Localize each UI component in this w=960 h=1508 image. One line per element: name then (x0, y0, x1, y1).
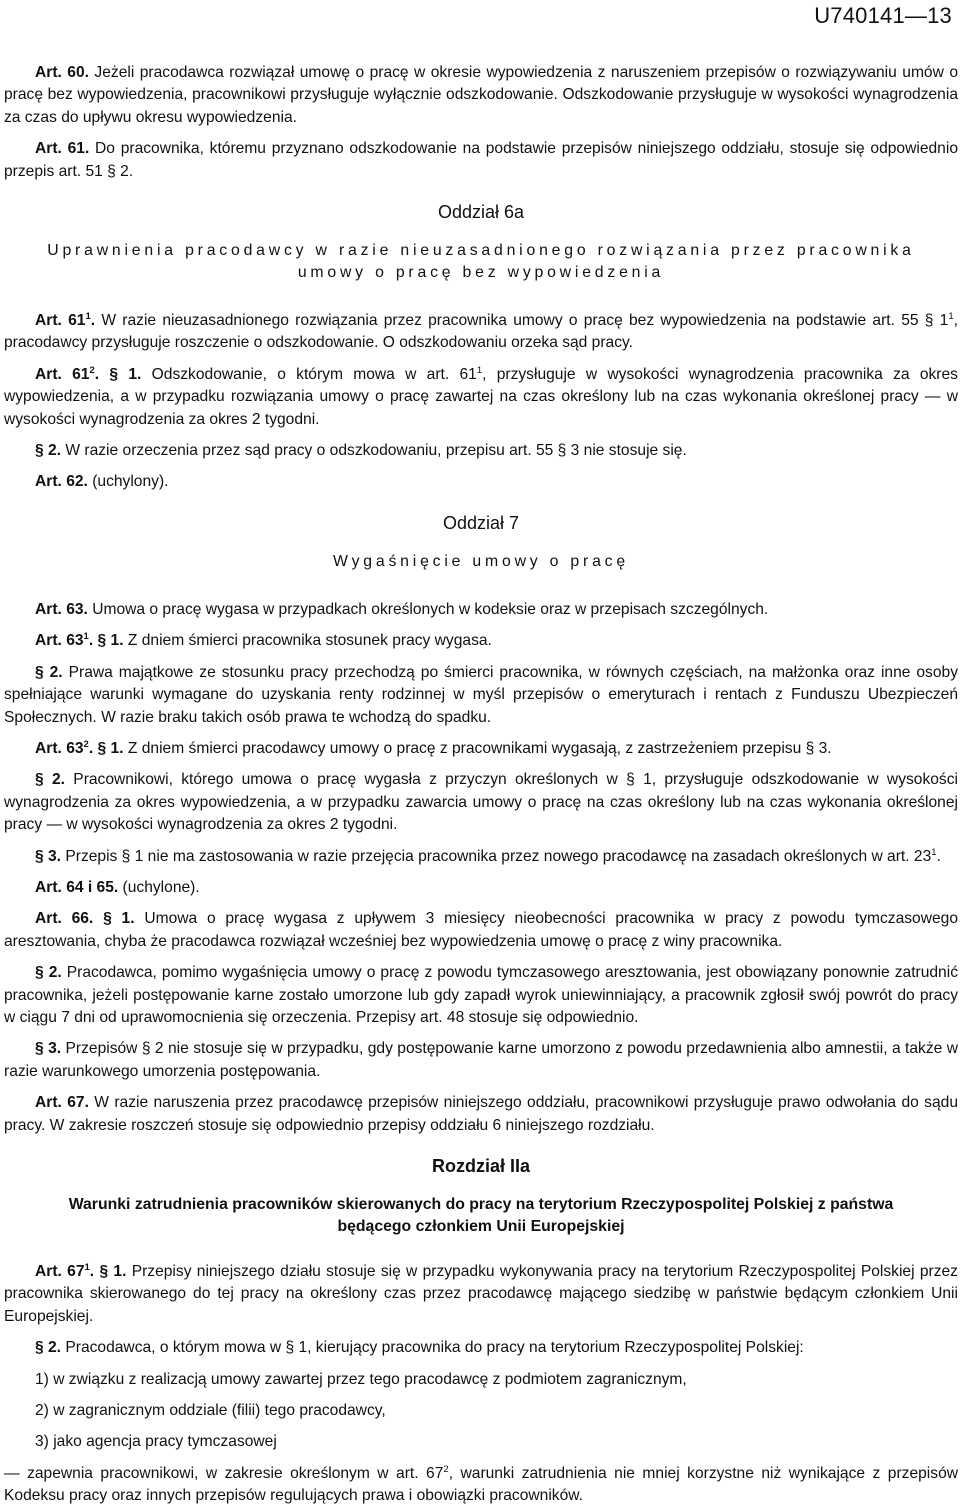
article-text: W razie naruszenia przez pracodawcę przepisów niniejszego oddziału, pracownikowi przysługuje prawo odwołania do sądu pracy. W zakresie roszczeń stosuje się odpowiednio przepisy oddziału 6 niniejszego rozdziału. (4, 1094, 958, 1134)
list-item: 1) w związku z realizacją umowy zawartej przez tego pracodawcę z podmiotem zagranicznym, (35, 1370, 687, 1388)
paragraph-heading: § 2. (35, 663, 63, 681)
article-heading-text: Art. 63 (35, 632, 84, 650)
article-text: Odszkodowanie, o którym mowa w art. 61 (141, 365, 477, 383)
article-text: Pracodawca, o którym mowa w § 1, kierujący pracownika do pracy na terytorium Rzeczypospolitej Polskiej: (61, 1339, 804, 1357)
superscript: 1 (931, 846, 937, 858)
article-text: Do pracownika, któremu przyznano odszkodowanie na podstawie przepisów niniejszego oddziału, stosuje się odpowiednio przepis art. 51 § 2. (4, 140, 958, 180)
list-item: 2) w zagranicznym oddziale (filii) tego pracodawcy, (35, 1402, 386, 1420)
article-61-1 (4, 310, 958, 355)
article-text: , przysługuje w wysokości wynagrodzenia pracownika za okres wypowiedzenia, a w przypadku rozwiązania umowy o pracę zawartej na czas określony lub na czas wykonania określonej pracy — w wysokości wynagrodzenia za okres 2 tygodni. (4, 365, 958, 428)
superscript: 1 (84, 1262, 90, 1273)
article-text: — zapewnia pracownikowi, w zakresie określonym w art. 67 (4, 1464, 444, 1482)
article-text: , pracodawcy przysługuje roszczenie o odszkodowanie. O odszkodowaniu orzeka sąd pracy. (4, 312, 958, 352)
article-heading: Art. 62. (35, 473, 88, 491)
article-63 (4, 599, 958, 621)
article-heading: Art. $61^1$. (35, 311, 96, 330)
superscript: 1 (948, 311, 954, 323)
article-heading: Art. $61^2$. (35, 364, 100, 383)
article-text: Jeżeli pracodawca rozwiązał umowę o pracę w okresie wypowiedzenia z naruszeniem przepisów o rozwiązywaniu umów o pracę bez wypowiedzenia, pracownikowi przysługuje wyłącznie odszkodowanie. Odszkodowanie przysługuje w wysokości wynagrodzenia za czas do upływu okresu wypowiedzenia. (4, 64, 958, 126)
article-heading-text: Art. 61 (35, 365, 90, 383)
article-heading: Art. 61. (35, 140, 90, 158)
section-subtitle: Uprawnienia pracodawcy w razie nieuzasadnionego rozwiązania przez pracownika umowy o pracę bez wypowiedzenia (47, 242, 915, 282)
article-heading-text: Art. 67 (35, 1263, 85, 1280)
article-heading: Art. $63^1$. (35, 631, 94, 650)
paragraph-heading: § 2. (35, 1339, 62, 1357)
paragraph-heading: § 3. (35, 1040, 62, 1058)
paragraph-heading: § 1. (109, 365, 142, 383)
article-text: , warunki zatrudnienia nie mniej korzystne niż wynikające z przepisów Kodeksu pracy oraz innych przepisów regulujących prawa i obowiązki pracowników. (4, 1464, 959, 1505)
article-heading: Art. 67. (35, 1094, 89, 1112)
section-title: Oddział 6a (437, 202, 525, 223)
superscript: 1 (85, 311, 91, 323)
superscript: 2 (89, 364, 95, 376)
article-61-2-par-2 (4, 440, 958, 462)
list-item: 3) jako agencja pracy tymczasowej (35, 1433, 277, 1451)
paragraph-heading: § 3. (35, 847, 62, 865)
paragraph-heading: § 1. (103, 910, 135, 928)
article-67-1-par-1 (4, 1261, 958, 1328)
article-62 (4, 471, 958, 493)
article-heading-text: Art. 61 (35, 312, 86, 330)
article-66-par-2 (4, 962, 958, 1029)
article-heading: Art. 64 i 65. (35, 878, 119, 896)
article-61-2-par-1 (4, 364, 958, 431)
chapter-title: Rozdział IIa (431, 1156, 530, 1176)
paragraph-heading: § 1. (99, 1263, 127, 1280)
article-text: Umowa o pracę wygasa w przypadkach określonych w kodeksie oraz w przepisach szczególnych. (87, 600, 769, 618)
article-heading: Art. 66. (35, 910, 94, 928)
superscript: 1 (476, 364, 483, 376)
paragraph-heading: § 2. (35, 771, 65, 789)
article-67-1-par-2 (4, 1337, 958, 1359)
article-text: Z dniem śmierci pracownika stosunek pracy wygasa. (123, 632, 492, 650)
section-subtitle: Wygaśnięcie umowy o pracę (333, 552, 629, 570)
article-text: Przepisy niniejszego działu stosuje się w przypadku wykonywania pracy na terytorium Rzeczypospolitej Polskiej przez pracownika skierowanego do tej pracy na określony czas przez pracodawcę mającego siedzibę w państwie będącym członkiem Unii Europejskiej. (4, 1263, 958, 1325)
article-text: Pracodawca, pomimo wygaśnięcia umowy o pracę z powodu tymczasowego aresztowania, jest obowiązany ponownie zatrudnić pracownika, jeżeli postępowanie karne zostało umorzone lub gdy zapadł wyrok uniewinniający, a pracownik zgłosił swój powrót do pracy w ciągu 7 dni od uprawomocnienia się orzeczenia. Przepisy art. 48 stosuje się odpowiednio. (4, 964, 958, 1026)
closing-paragraph (4, 1463, 958, 1508)
paragraph-heading: § 2. (35, 442, 62, 460)
article-63-1-par-2 (4, 662, 958, 729)
article-heading: Art. 63. (35, 600, 88, 618)
article-text: (uchylony). (87, 473, 169, 491)
article-heading-text: Art. 63 (35, 739, 84, 757)
article-66-par-1 (4, 908, 958, 953)
article-heading: Art. 60. (35, 64, 89, 81)
paragraph-heading: § 2. (35, 964, 62, 982)
paragraph-heading: § 1. (97, 739, 124, 757)
superscript: 2 (83, 738, 89, 750)
document-body (4, 62, 958, 1508)
article-66-par-3 (4, 1038, 958, 1083)
article-text: Przepis § 1 nie ma zastosowania w razie przejęcia pracownika przez nowego pracodawcę na zasadach określonych w art. 23 (61, 847, 932, 865)
article-text: (uchylone). (118, 878, 200, 896)
article-63-2-par-2 (4, 769, 958, 836)
section-title: Oddział 7 (442, 512, 520, 533)
article-text: Prawa majątkowe ze stosunku pracy przechodzą po śmierci pracownika, w równych częściach, na małżonka oraz inne osoby spełniające warunki wymagane do uzyskania renty rodzinnej w myśl przepisów o emeryturach i rentach z Funduszu Ubezpieczeń Społecznych. W razie braku takich osób prawa te wchodzą do spadku. (4, 663, 958, 726)
article-text: Z dniem śmierci pracodawcy umowy o pracę z pracownikami wygasają, z zastrzeżeniem przepisu § 3. (123, 739, 832, 757)
article-text: . (936, 847, 941, 865)
article-text: W razie orzeczenia przez sąd pracy o odszkodowaniu, przepisu art. 55 § 3 nie stosuje się. (61, 442, 687, 460)
superscript: 2 (443, 1463, 449, 1475)
article-text: Pracownikowi, którego umowa o pracę wygasła z przyczyn określonych w § 1, przysługuje odszkodowanie w wysokości wynagrodzenia za okres wypowiedzenia, a w przypadku zawarcia umowy o pracę na czas określony lub na czas wykonania określonej pracy — w wysokości wynagrodzenia za okres 2 tygodni. (4, 771, 958, 834)
article-text: W razie nieuzasadnionego rozwiązania przez pracownika umowy o pracę bez wypowiedzenia na podstawie art. 55 § 1 (95, 312, 949, 330)
paragraph-heading: § 1. (97, 632, 124, 650)
article-63-1-par-1 (4, 630, 958, 652)
article-text: Umowa o pracę wygasa z upływem 3 miesięcy nieobecności pracownika w pracy z powodu tymczasowego aresztowania, chyba że pracodawca rozwiązał wcześniej bez wypowiedzenia umowę o pracę z winy pracownika. (4, 910, 958, 950)
article-61 (4, 138, 958, 183)
article-63-2-par-1 (4, 738, 958, 760)
page-header: U740141—13 (814, 3, 952, 28)
article-63-2-par-3 (4, 846, 958, 868)
article-60 (4, 62, 958, 129)
article-67 (4, 1092, 958, 1137)
article-text: Przepisów § 2 nie stosuje się w przypadku, gdy postępowanie karne umorzono z powodu przedawnienia albo amnestii, a także w razie warunkowego umorzenia postępowania. (4, 1040, 958, 1080)
superscript: 1 (83, 631, 89, 643)
chapter-subtitle: Warunki zatrudnienia pracowników skierowanych do pracy na terytorium Rzeczypospolitej Polskiej z państwa będącego członkiem Unii Europejskiej (68, 1196, 894, 1235)
article-64-65 (4, 877, 958, 899)
article-heading: Art. $67^1$. (35, 1262, 95, 1280)
article-heading: Art. $63^2$. (35, 738, 94, 757)
